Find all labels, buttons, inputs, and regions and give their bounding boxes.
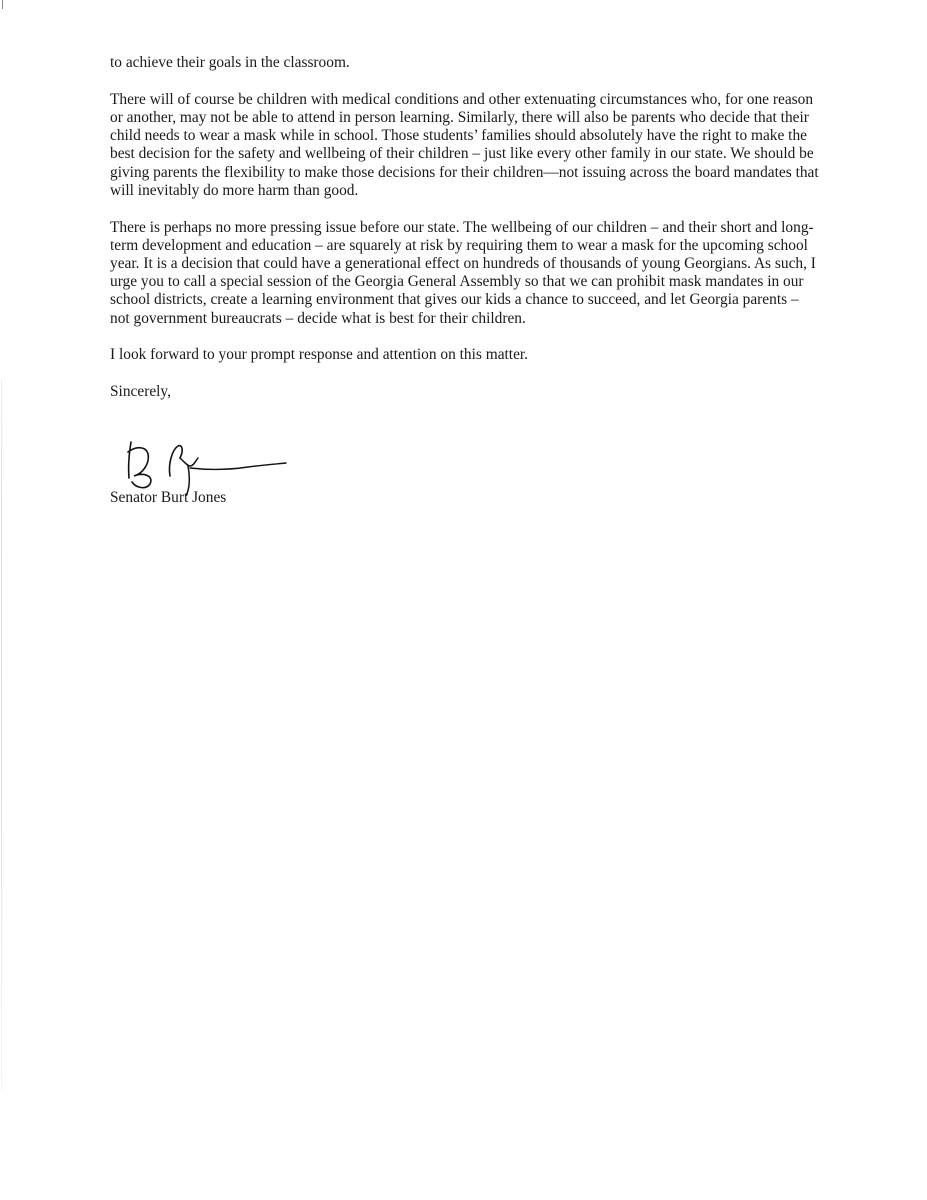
scan-mark: [2, 0, 3, 9]
scan-edge-shadow: [1, 380, 2, 1090]
letter-body: [110, 54, 822, 401]
paragraph-pressing-issue: There is perhaps no more pressing issue before our state. The wellbeing of our children – and their short and long-term development and education – are squarely at risk by requiring them to wear a mask for the upcoming school year. It is a decision that could have a generational effect on hundreds of thousands of young Georgians. As such, I urge you to call a special session of the Georgia General Assembly so that we can prohibit mask mandates in our school districts, create a learning environment that gives our kids a chance to succeed, and let Georgia parents – not government bureaucrats – decide what is best for their children.: [110, 218, 816, 327]
paragraph-goals: to achieve their goals in the classroom.: [110, 54, 350, 71]
handwritten-signature: [118, 436, 298, 496]
closing-salutation: Sincerely,: [110, 383, 171, 401]
paragraph-medical-conditions: There will of course be children with medical conditions and other extenuating circumstances who, for one reason or another, may not be able to attend in person learning. Similarly, there will also be parents who decide that their child needs to wear a mask while in school. Those students’ families should absolutely have the right to make the best decision for the safety and wellbeing of their children – just like every other family in our state. We should be giving parents the flexibility to make those decisions for their children—not issuing across the board mandates that will inevitably do more harm than good.: [110, 90, 819, 199]
paragraph-prompt-response: I look forward to your prompt response and attention on this matter.: [110, 346, 529, 364]
signer-name: Senator Burt Jones: [110, 489, 227, 506]
